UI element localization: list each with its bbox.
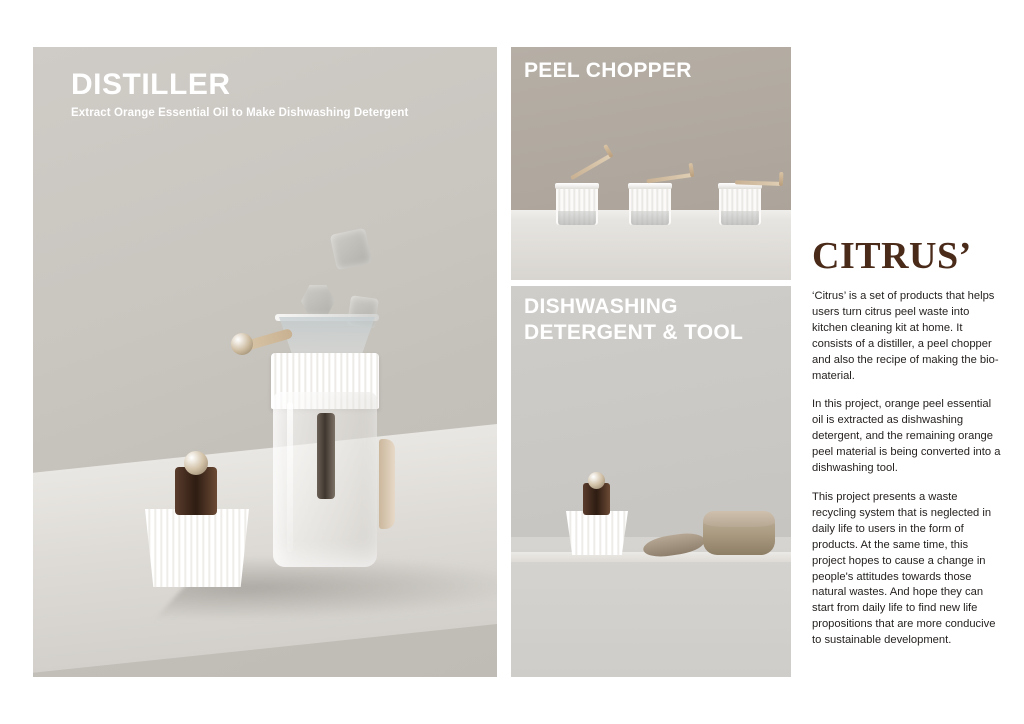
detergent-bottle-image (566, 469, 628, 555)
distiller-knob-ball (231, 333, 253, 355)
chopper-product-image (629, 175, 671, 225)
chopper-glass-base (631, 211, 669, 225)
distiller-title: DISTILLER (71, 68, 231, 101)
panel-dishwashing (511, 286, 791, 677)
dishwashing-title-line-1: DISHWASHING (524, 295, 678, 318)
sponge-block-image (703, 511, 775, 555)
chopper-product-image (556, 175, 598, 225)
chopper-crank-tip (603, 144, 613, 158)
chopper-crank-arm (646, 173, 692, 183)
distiller-title-block (71, 69, 408, 119)
chopper-glass-base (558, 211, 596, 225)
text-column (812, 237, 1002, 649)
chopper-lid (555, 183, 599, 189)
oil-bottle-ribbed-base (145, 509, 249, 587)
distiller-handle (379, 439, 395, 529)
distiller-floor (33, 418, 497, 677)
peel-chip-icon (330, 228, 373, 271)
chopper-crank-arm (570, 154, 612, 180)
dishwashing-title (524, 294, 743, 347)
body-paragraph: This project presents a waste recycling system that is neglected in daily life to users in the form of products. At the same time, this project hopes to cause a change in people's attitudes towards those natural wastes. And hope they can start from daily life to find new life propositions that are more conducive to sustainable development. (812, 490, 996, 647)
distiller-inner-tube (317, 413, 335, 499)
distiller-subtitle: Extract Orange Essential Oil to Make Dishwashing Detergent (71, 106, 409, 119)
oil-bottle-image (145, 455, 249, 587)
chopper-glass-base (721, 211, 759, 225)
body-paragraph: In this project, orange peel essential oil is extracted as dishwashing detergent, and the remaining orange peel material is being converted into a dishwashing tool. (812, 398, 1001, 475)
chopper-lid (628, 183, 672, 189)
chopper-crank-tip (689, 163, 695, 177)
body-paragraph: ‘Citrus’ is a set of products that helps users turn citrus peel waste into kitchen cleaning kit at home. It consists of a distiller, a peel chopper and also the recipe of making the bio-material. (812, 290, 999, 382)
chopper-floor (511, 218, 791, 280)
chopper-product-image (719, 175, 761, 225)
detergent-ball-knob (588, 472, 605, 489)
oil-bottle-ball-knob (184, 451, 208, 475)
brand-title: CITRUS’ (812, 235, 972, 277)
distiller-product-image (273, 317, 383, 567)
panel-distiller (33, 47, 497, 677)
detergent-ribbed-base (566, 511, 628, 555)
panel-peel-chopper (511, 47, 791, 280)
chopper-crank-tip (779, 172, 783, 186)
chopper-title: PEEL CHOPPER (524, 59, 692, 82)
dishwashing-title-line-2: DETERGENT & TOOL (524, 321, 744, 345)
peel-chip-icon (301, 285, 335, 317)
